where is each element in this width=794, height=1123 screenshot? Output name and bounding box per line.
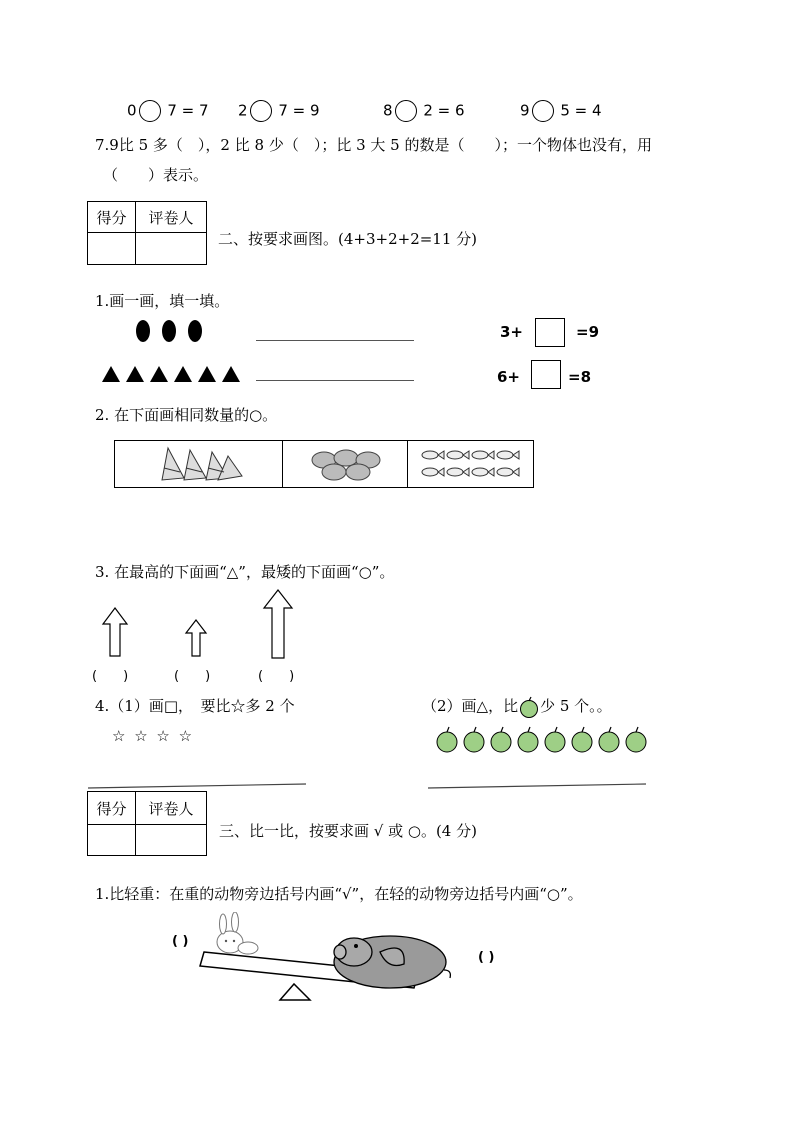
equation-1 — [127, 100, 209, 122]
blank-circle — [139, 100, 161, 122]
eq4-right: 5 = 4 — [560, 101, 602, 120]
eq2-left: 2 — [238, 101, 248, 120]
q4-part2-b: 少 5 个。。 — [540, 697, 612, 715]
eq1-left: 0 — [127, 101, 137, 120]
s2-question-1: 1.画一画，填一填。 — [95, 292, 230, 310]
draw-line-2 — [256, 380, 414, 381]
eq4-left: 9 — [520, 101, 530, 120]
black-ovals — [130, 318, 210, 346]
bracket-left: ( ) — [172, 934, 189, 949]
apple-icon — [518, 696, 540, 718]
reviewer-label: 评卷人 — [136, 202, 207, 233]
s2-question-4-part1: 4.（1）画□， 要比☆多 2 个 — [95, 697, 295, 715]
reviewer-label: 评卷人 — [136, 792, 207, 825]
score-cell — [88, 825, 136, 856]
equation-4 — [520, 100, 602, 122]
blank-circle — [532, 100, 554, 122]
score-table-2 — [87, 791, 207, 856]
score-label: 得分 — [88, 202, 136, 233]
s2-question-4-part2 — [422, 695, 612, 718]
eq1-left-text: 3+ — [500, 323, 524, 341]
arrow-short-icon — [184, 618, 208, 658]
section-3-title: 三、比一比，按要求画 √ 或 ○。(4 分) — [219, 822, 477, 840]
blank-circle — [250, 100, 272, 122]
bracket-right: ( ) — [478, 950, 495, 965]
answer-box-2[interactable] — [531, 360, 561, 389]
cookie-icons — [310, 448, 382, 482]
question-7-line1: 7.9比 5 多（ ），2 比 8 少（ ）；比 3 大 5 的数是（ ）；一个物体也没有，用 — [95, 136, 652, 154]
eq2-right-text: =8 — [568, 368, 592, 386]
s2-question-2: 2. 在下面画相同数量的○。 — [95, 406, 278, 424]
fish-icons — [420, 446, 524, 482]
arrow-tall-icon — [262, 588, 294, 660]
eq1-right-text: =9 — [576, 323, 600, 341]
black-triangles — [100, 364, 245, 384]
eq1-right: 7 = 7 — [167, 101, 209, 120]
paren-2: ( ) — [174, 669, 211, 684]
reviewer-cell — [136, 233, 207, 265]
paren-1: ( ) — [92, 669, 129, 684]
s3-question-1: 1.比轻重：在重的动物旁边括号内画“√”，在轻的动物旁边括号内画“○”。 — [95, 885, 583, 903]
stars: ☆ ☆ ☆ ☆ — [112, 727, 195, 745]
section-2-title: 二、按要求画图。(4+3+2+2=11 分) — [218, 230, 478, 248]
score-table-1 — [87, 201, 207, 265]
q4-part2-a: （2）画△，比 — [422, 697, 519, 715]
draw-line-3 — [88, 782, 308, 790]
question-7-line2: （ ）表示。 — [103, 166, 209, 184]
equation-2 — [238, 100, 320, 122]
eq2-right: 7 = 9 — [278, 101, 320, 120]
equation-3 — [383, 100, 465, 122]
score-cell — [88, 233, 136, 265]
arrow-medium-icon — [100, 606, 130, 658]
draw-line-1 — [256, 340, 414, 341]
answer-box-1[interactable] — [535, 318, 565, 347]
reviewer-cell — [136, 825, 207, 856]
eq3-left: 8 — [383, 101, 393, 120]
cheese-icons — [158, 444, 244, 484]
paren-3: ( ) — [258, 669, 295, 684]
seesaw-illustration — [168, 912, 468, 1006]
s2-question-3: 3. 在最高的下面画“△”，最矮的下面画“○”。 — [95, 563, 395, 581]
score-label: 得分 — [88, 792, 136, 825]
draw-line-4 — [428, 782, 648, 790]
eq2-left-text: 6+ — [497, 368, 521, 386]
apple-row-icon — [434, 724, 652, 756]
eq3-right: 2 = 6 — [423, 101, 465, 120]
blank-circle — [395, 100, 417, 122]
